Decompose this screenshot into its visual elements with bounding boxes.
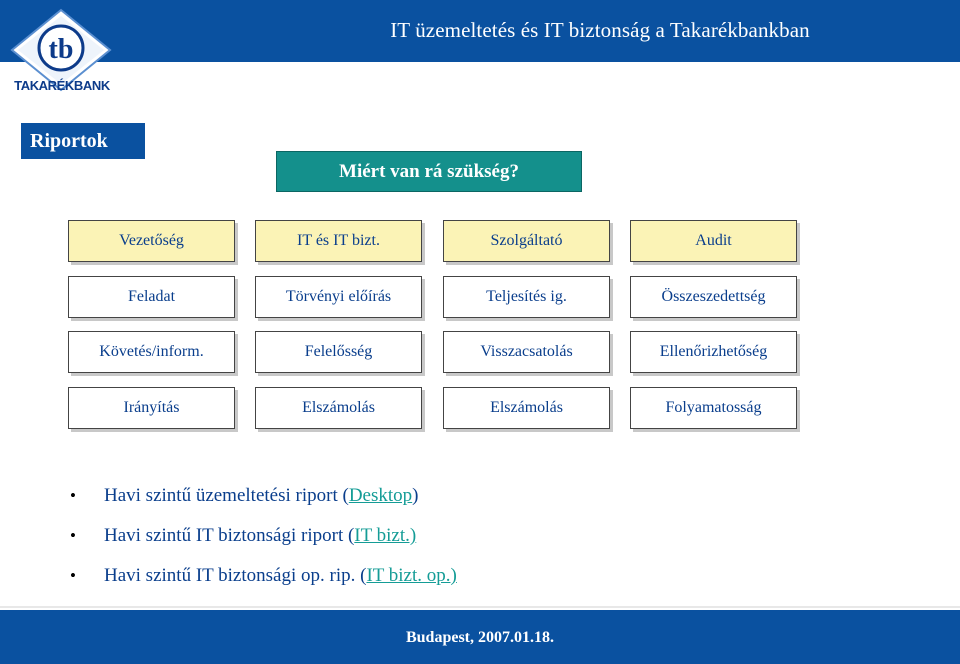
svg-text:tb: tb: [48, 34, 74, 65]
list-item-text: Havi szintű IT biztonsági riport (: [104, 525, 355, 546]
table-cell: Törvényi előírás: [255, 276, 422, 318]
table-cell: Feladat: [68, 276, 235, 318]
logo-brand-text: TAKARÉKBANK: [14, 78, 110, 93]
bullet-icon: •: [70, 526, 76, 545]
table-cell: Irányítás: [68, 387, 235, 429]
footer-date: Budapest, 2007.01.18.: [405, 629, 555, 646]
list-item: [70, 524, 930, 564]
table-cell: Felelősség: [255, 331, 422, 373]
report-list: [70, 484, 930, 604]
table-cell: Elszámolás: [255, 387, 422, 429]
column-header: Szolgáltató: [443, 220, 610, 262]
list-item-suffix: ): [412, 485, 419, 506]
bullet-icon: •: [70, 566, 76, 585]
list-item: [70, 484, 930, 524]
header-bar: [0, 0, 960, 62]
column-header: Vezetőség: [68, 220, 235, 262]
section-label: Riportok: [21, 123, 145, 159]
table-cell: Folyamatosság: [630, 387, 797, 429]
table-cell: Visszacsatolás: [443, 331, 610, 373]
list-item-text: Havi szintű IT biztonsági op. rip. (: [104, 565, 367, 586]
table-cell: Ellenőrizhetőség: [630, 331, 797, 373]
desktop-report-link[interactable]: Desktop: [348, 485, 413, 506]
it-security-report-link[interactable]: IT bizt.): [354, 525, 417, 546]
column-header: Audit: [630, 220, 797, 262]
page-title: IT üzemeltetés és IT biztonság a Takarékbankban: [390, 18, 810, 42]
list-item: [70, 564, 930, 604]
table-cell: Követés/inform.: [68, 331, 235, 373]
table-cell: Teljesítés ig.: [443, 276, 610, 318]
footer-bar: [0, 610, 960, 664]
why-box: Miért van rá szükség?: [276, 151, 582, 192]
footer-divider: [0, 606, 960, 608]
column-header: IT és IT bizt.: [255, 220, 422, 262]
it-security-op-report-link[interactable]: IT bizt. op.): [366, 565, 457, 586]
table-cell: Összeszedettség: [630, 276, 797, 318]
list-item-text: Havi szintű üzemeltetési riport (: [104, 485, 349, 506]
bullet-icon: •: [70, 486, 76, 505]
table-cell: Elszámolás: [443, 387, 610, 429]
